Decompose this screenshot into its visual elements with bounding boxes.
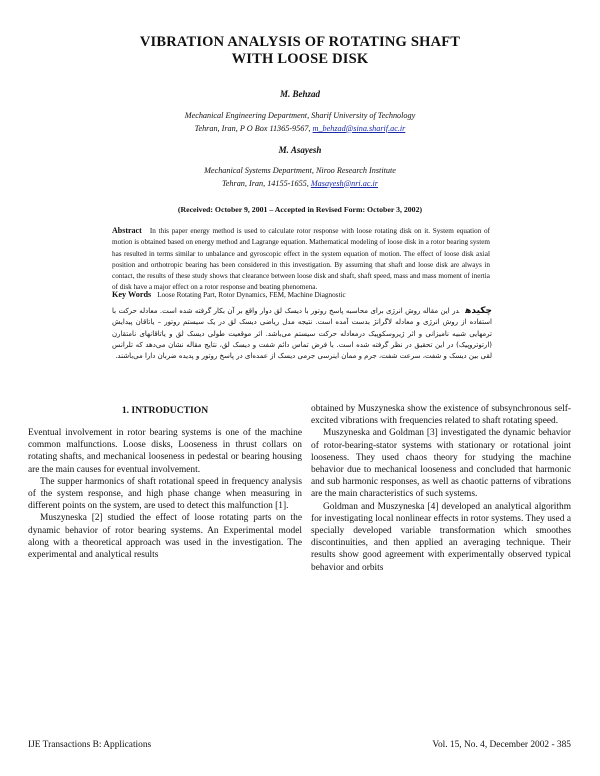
- title-line-1: VIBRATION ANALYSIS OF ROTATING SHAFT: [139, 34, 461, 50]
- author-1-contact: [0, 123, 600, 136]
- persian-abstract-label: چکیده: [465, 306, 492, 316]
- author-1-name: M. Behzad: [279, 89, 320, 99]
- author-1-email-link[interactable]: m_behzad@sina.sharif.ac.ir: [312, 123, 406, 133]
- title-line-2: WITH LOOSE DISK: [231, 51, 369, 67]
- paragraph: Eventual involvement in rotor bearing systems is one of the machine common malfunctions. Loose disks, Looseness in thrust collars on rotating shafts, and mechanical looseness in pedestal or bearing housing are the main causes for eventual involvement.: [28, 428, 302, 475]
- author-2-contact: [0, 178, 600, 191]
- keywords: [112, 290, 512, 299]
- paragraph: Muszyneska and Goldman [3] investigated the dynamic behavior of rotor-bearing-stator systems with stationary or rotational joint looseness. They used chaos theory for studying the machine behavior due to mechanical looseness and concluded that harmonic and sub harmonic responses, as well as chaotic patterns of vibrations are the main characteristics of such systems.: [311, 428, 571, 500]
- footer-volume-page: Vol. 15, No. 4, December 2002 - 385: [432, 740, 571, 750]
- keywords-text: Loose Rotating Part, Rotor Dynamics, FEM, Machine Diagnostic: [157, 291, 346, 299]
- received-dates: (Received: October 9, 2001 – Accepted in Revised Form: October 3, 2002): [177, 205, 423, 214]
- persian-abstract-text: در این مقاله روش انرژی برای محاسبه پاسخ روتور با دیسک لق دوار واقع بر آن بکار گرفته شده است. معادله حرکت با استفاده از روش انرژی و معادله لاگرانژ بدست آمده است. نتیجه مدل ریاضی دیسک لق در یک سیستم روتور – یاتاقان پیدایش ترمهایی شبیه نامیزانی و اثر ژیروسکوپیک درمعادله حرکت سیستم می‌باشد. اثر موقعیت طولی دیسک لق و یاتاقانهای نامتقارن (ارتوتروپیک) در این تحقیق در نظر گرفته شده است. با فرض تماس دائم شفت و دیسک لق، نتایج مقاله نشان می‌دهد که تلرانس لقی بین دیسک و شفت، سرعت شفت، جرم و ممان اینرسی جرمی دیسک از عمده‌ای در پاسخ روتور و پدیده ضربان دارا می‌باشند.: [112, 307, 492, 361]
- author-2-name: M. Asayesh: [278, 145, 322, 155]
- paragraph: The supper harmonics of shaft rotational speed in frequency analysis of the system response, and high phase change when measuring in different points on the system, are used to detect this malfunction [1].: [28, 476, 302, 512]
- abstract: [112, 225, 490, 294]
- author-2-email-link[interactable]: Masayesh@nri.ac.ir: [310, 178, 378, 188]
- author-2-department: Mechanical Systems Department, Niroo Research Institute: [204, 166, 396, 175]
- body-column-left: [28, 427, 302, 561]
- paragraph: Muszyneska [2] studied the effect of loose rotating parts on the dynamic behavior of rotor bearing systems. An Experimental model along with a theoretical approach was used in the investigation. The experimental and analytical results: [28, 513, 302, 561]
- author-1-affiliation: [0, 110, 600, 135]
- section-heading-introduction: 1. INTRODUCTION: [121, 405, 209, 416]
- abstract-label: Abstract: [112, 226, 142, 235]
- footer-journal: IJE Transactions B: Applications: [28, 740, 152, 750]
- keywords-label: Key Words: [112, 290, 152, 299]
- abstract-text: In this paper energy method is used to calculate rotor response with loose rotating disk on it. System equation of motion is obtained based on energy method and Lagrange equation. Mathematical modeling of loose disk in a rotor bearing system has resulted in terms similar to unbalance and gyroscopic effect in the system equation of motion. The effect of loose disk axial position and orthotropic bearing has been considered in this investigation. By assuming that shaft and loose disk are always in contact, the results of these study shows that clearance between loose disk and shaft, shaft speed, mass and mass moment of inertia of disk have a major effect on a rotor response and beating phenomena.: [112, 227, 491, 292]
- author-2-affiliation: [0, 165, 600, 190]
- author-1-address: Tehran, Iran, P O Box 11365-9567,: [194, 123, 311, 133]
- author-1-department: Mechanical Engineering Department, Sharif University of Technology: [184, 111, 416, 120]
- paragraph: obtained by Muszyneska show the existence of subsynchronous self-excited vibrations with frequencies related to shaft rotating speed.: [311, 404, 571, 427]
- paper-title: [0, 34, 600, 68]
- author-2-address: Tehran, Iran, 14155-1655,: [222, 178, 309, 188]
- body-column-right: [311, 403, 571, 574]
- paragraph: Goldman and Muszyneska [4] developed an analytical algorithm for investigating local nonlinear effects in rotor systems. They used a specially developed variable transformation which smoothes discontinuities, and then applied an averaging technique. Their results show good agreement with experimentally observed typical behavior and orbits: [311, 501, 571, 573]
- persian-abstract: [112, 306, 492, 362]
